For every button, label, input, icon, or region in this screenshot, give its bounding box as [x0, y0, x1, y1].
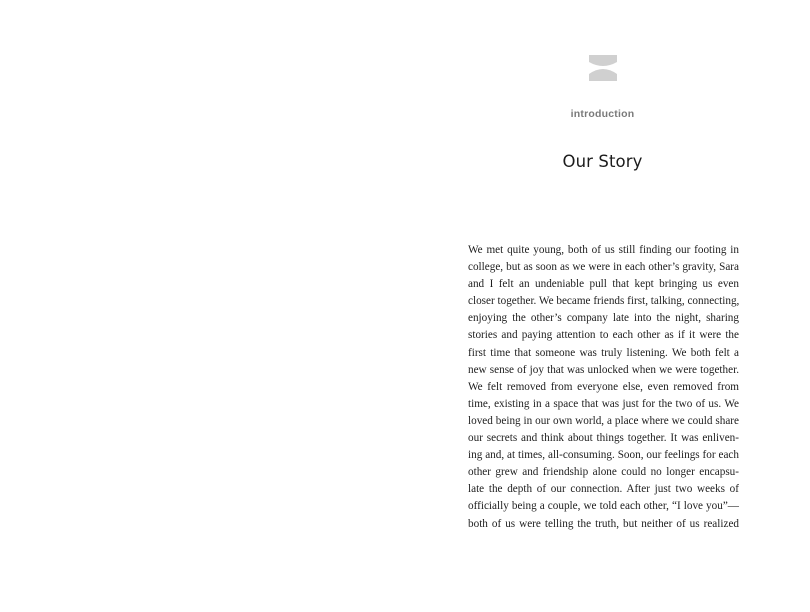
- body-line: loved being in our own world, a place where we could share: [468, 414, 739, 427]
- hourglass-ornament-icon: [588, 55, 618, 81]
- body-line: both of us were telling the truth, but neither of us realized: [468, 517, 739, 530]
- body-line: officially being a couple, we told each other, “I love you”—: [468, 500, 739, 513]
- body-line: ing and, at times, all-consuming. Soon, our feelings for each: [468, 449, 739, 462]
- body-line: time, existing in a space that was just for the two of us. We: [468, 397, 739, 410]
- body-line: college, but as soon as we were in each other’s gravity, Sara: [468, 261, 739, 274]
- body-line: and I felt an undeniable pull that kept bringing us even: [468, 278, 739, 291]
- body-line: late the depth of our connection. After just two weeks of: [468, 483, 739, 496]
- body-line: stories and paying attention to each other as if it were the: [468, 329, 739, 342]
- chapter-label: introduction: [570, 108, 635, 120]
- body-line: other grew and friendship alone could no longer encapsu-: [468, 466, 739, 479]
- body-line: our secrets and think about things together. It was enliven-: [468, 432, 739, 445]
- body-line: first time that someone was truly listening. We both felt a: [468, 346, 739, 359]
- body-line: enjoying the other’s company late into the night, sharing: [468, 312, 739, 325]
- body-line: closer together. We became friends first, talking, connecting,: [468, 295, 740, 308]
- right-page: [405, 0, 810, 612]
- chapter-title: Our Story: [562, 152, 643, 171]
- body-line: new sense of joy that was unlocked when we were together.: [468, 363, 739, 376]
- body-text: [468, 242, 739, 533]
- body-line: We felt removed from everyone else, even removed from: [468, 380, 739, 393]
- body-line: We met quite young, both of us still finding our footing in: [468, 244, 739, 256]
